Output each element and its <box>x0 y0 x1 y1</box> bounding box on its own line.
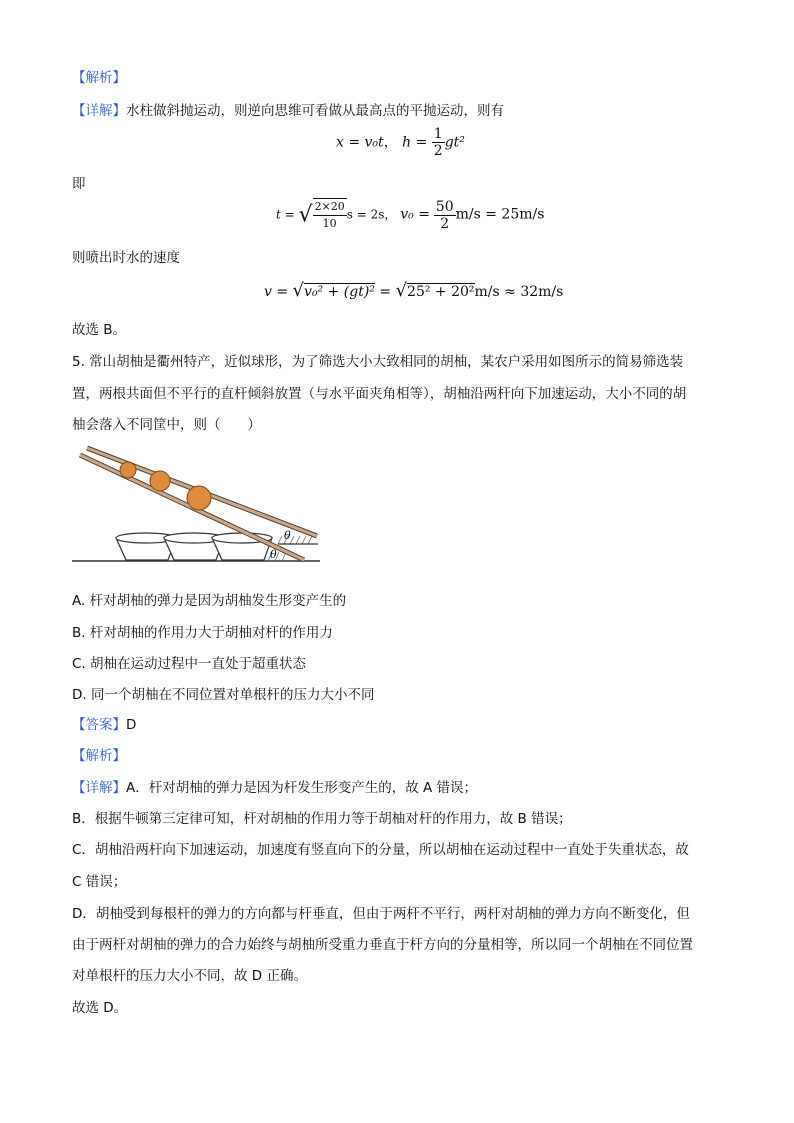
eq2-num: 50 <box>435 198 454 215</box>
detail-label: 【详解】 <box>72 103 126 119</box>
eq2-den: 2 <box>440 215 450 232</box>
q5-detail-line-3: C．胡柚沿两杆向下加速运动，加速度有竖直向下的分量，所以胡柚在运动过程中一直处于失重状态，故 <box>72 842 689 858</box>
eq2-t-unit: s = 2s <box>346 207 385 222</box>
equation-1 <box>336 126 465 159</box>
eq1-den: 2 <box>433 143 443 159</box>
eq1-num: 1 <box>433 126 443 142</box>
eq3-tail: m/s ≈ 32m/s <box>474 284 564 300</box>
answer-label: 【答案】 <box>72 717 126 733</box>
q5-stem-line-3: 柚会落入不同筐中，则（ ） <box>72 417 261 433</box>
option-d: D. 同一个胡柚在不同位置对单根杆的压力大小不同 <box>72 687 375 703</box>
q5-detail-line-5: D．胡柚受到每根杆的弹力的方向都与杆垂直，但由于两杆不平行，两杆对胡柚的弹力方向不断变化，但 <box>72 906 690 922</box>
basket-group <box>116 533 272 560</box>
equation-2: t = √ $\frac{2\times 20}{10}$ s = 2s， v₀ = $\frac{50}{2}$ m/s = 25m/s <box>276 198 545 232</box>
eq3-eq: = <box>379 284 392 300</box>
eq2-tail: m/s = 25m/s <box>455 206 545 223</box>
equation-3: v = √v₀² + (gt)² = √25² + 20²m/s ≈ 32m/s <box>264 280 564 301</box>
q5-detail-line-6: 由于两杆对胡柚的弹力的合力始终与胡柚所受重力垂直于杆方向的分量相等，所以同一个胡柚在不同位置 <box>72 937 693 953</box>
q5-detail-a: A．杆对胡柚的弹力是因为杆发生形变产生的，故 A 错误； <box>126 780 478 796</box>
answer-value: D <box>126 717 137 733</box>
option-b: B. 杆对胡柚的作用力大于胡柚对杆的作用力 <box>72 625 333 641</box>
theta-label-lower: θ <box>270 548 277 561</box>
eq1-tail: gt² <box>444 134 465 151</box>
q5-conclusion: 故选 D。 <box>72 1000 128 1016</box>
eq2-t: t = <box>276 207 295 222</box>
option-a: A. 杆对胡柚的弹力是因为胡柚发生形变产生的 <box>72 593 347 609</box>
analysis-heading: 【解析】 <box>72 70 126 86</box>
eq3-lhs: v = <box>264 284 289 300</box>
eq2-v0: v₀ = <box>400 206 430 223</box>
eq2-sep: ， <box>384 207 397 222</box>
pomelo-large <box>187 486 211 510</box>
q4-detail-text: 水柱做斜抛运动，则逆向思维可看做从最高点的平抛运动，则有 <box>126 103 504 119</box>
q5-detail-line-1 <box>72 776 477 796</box>
theta-label-upper: θ <box>284 529 291 542</box>
q5-detail-label: 【详解】 <box>72 780 126 796</box>
q5-stem-line-2: 置，两根共面但不平行的直杆倾斜放置（与水平面夹角相等），胡柚沿两杆向下加速运动，大小不同的胡 <box>72 386 687 402</box>
pomelo-medium <box>150 471 170 491</box>
option-c: C. 胡柚在运动过程中一直处于超重状态 <box>72 656 307 672</box>
eq2-sqrt-den: 10 <box>322 217 337 230</box>
q5-detail-line-7: 对单根杆的压力大小不同，故 D 正确。 <box>72 968 307 984</box>
q5-stem-line-1: 5. 常山胡柚是衢州特产，近似球形，为了筛选大小大致相同的胡柚，某农户采用如图所示的简易筛选装 <box>72 354 684 370</box>
speed-text: 则喷出时水的速度 <box>72 250 180 266</box>
ji-text: 即 <box>72 176 86 192</box>
q4-detail-line <box>72 99 504 119</box>
eq3-rad1: v₀² + (gt)² <box>304 284 375 300</box>
eq1-sep: ， <box>383 134 398 151</box>
answer-line <box>72 713 136 733</box>
sorting-device-figure <box>72 440 332 570</box>
q4-conclusion: 故选 B。 <box>72 322 127 338</box>
eq1-h: h = <box>402 134 428 151</box>
eq3-rad2: 25² + 20² <box>407 284 475 300</box>
pomelo-small <box>120 462 136 478</box>
eq2-sqrt-num: 2×20 <box>313 199 347 216</box>
q5-analysis-heading: 【解析】 <box>72 748 126 764</box>
q5-detail-line-2: B．根据牛顿第三定律可知，杆对胡柚的作用力等于胡柚对杆的作用力，故 B 错误； <box>72 811 572 827</box>
q5-detail-line-4: C 错误； <box>72 874 127 890</box>
eq1-x: x = v₀t <box>336 134 384 151</box>
